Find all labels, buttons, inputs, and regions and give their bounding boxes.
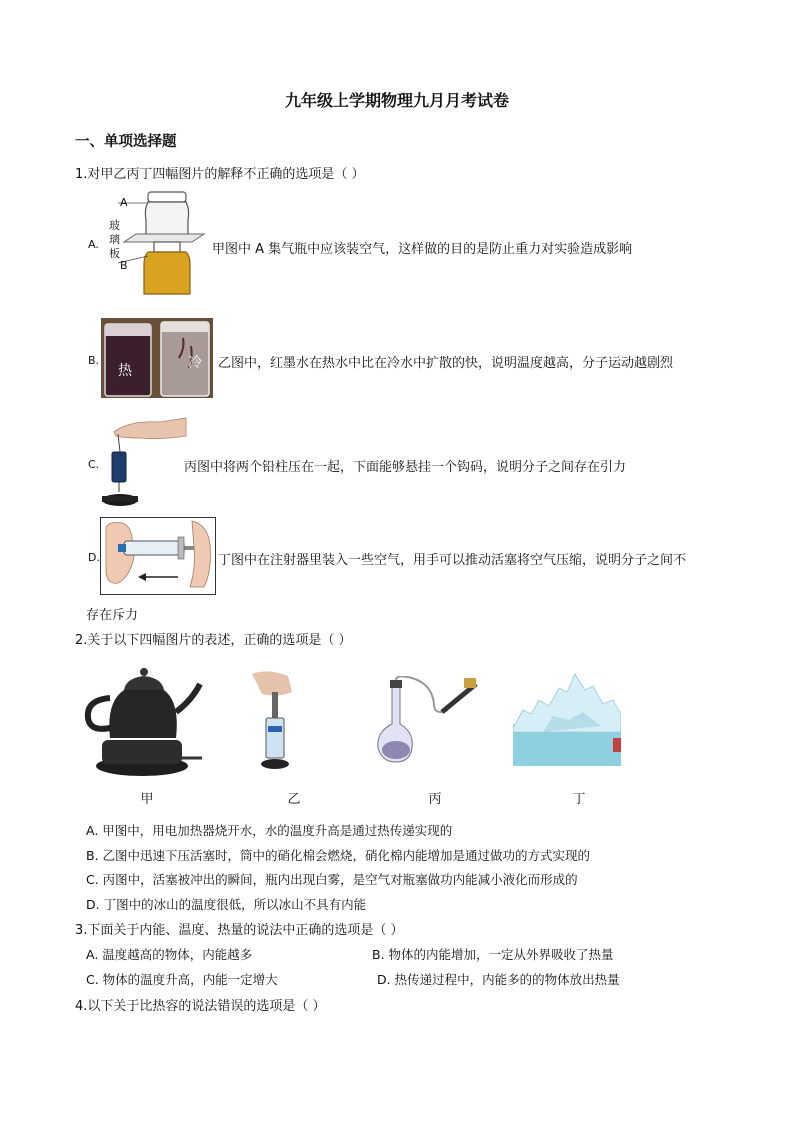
fig-a-label-glass-2: 璃 (109, 233, 120, 246)
q2-option-b: B. 乙图中迅速下压活塞时，筒中的硝化棉会燃烧，硝化棉内能增加是通过做功的方式实现的 (86, 848, 591, 863)
q2-caption-ding: 丁 (572, 792, 586, 807)
q2-option-c: C. 丙图中，活塞被冲出的瞬间，瓶内出现白雾，是空气对瓶塞做功内能减小液化而形成的 (86, 872, 578, 887)
fig-a-label-glass-3: 板 (109, 247, 120, 260)
q2-figure-iceberg (513, 670, 621, 766)
q2-figure-piston (248, 668, 308, 774)
q2-caption-jia: 甲 (140, 792, 154, 807)
q1-option-c-letter: C. (88, 458, 100, 471)
question-1-stem: 1.对甲乙丙丁四幅图片的解释不正确的选项是（ ） (75, 167, 365, 182)
section-heading: 一、单项选择题 (75, 134, 177, 150)
fig-a-label-glass-1: 玻 (109, 219, 120, 232)
fig-a-label-b: B (120, 259, 128, 272)
q2-figure-kettle (80, 662, 210, 780)
q1-option-d-text-cont: 存在斥力 (86, 608, 139, 623)
fig-a-label-a: A (120, 196, 128, 209)
q1-option-a-letter: A. (88, 238, 99, 251)
q1-option-a-text: 甲图中 A 集气瓶中应该装空气，这样做的目的是防止重力对实验造成影响 (212, 242, 633, 257)
q2-caption-yi: 乙 (287, 792, 301, 807)
page-title: 九年级上学期物理九月月考试卷 (284, 91, 509, 110)
q2-option-d: D. 丁图中的冰山的温度很低，所以冰山不具有内能 (86, 897, 367, 912)
q3-option-b: B. 物体的内能增加，一定从外界吸收了热量 (372, 947, 614, 962)
q1-option-b-text: 乙图中，红墨水在热水中比在冷水中扩散的快，说明温度越高，分子运动越剧烈 (218, 356, 674, 371)
q2-caption-bing: 丙 (428, 792, 442, 807)
q2-option-a: A. 甲图中，用电加热器烧开水，水的温度升高是通过热传递实现的 (86, 823, 453, 838)
q1-option-c-text: 丙图中将两个铅柱压在一起，下面能够悬挂一个钩码，说明分子之间存在引力 (184, 460, 627, 475)
fig-b-label-hot: 热 (118, 363, 132, 379)
q1-figure-d (100, 517, 216, 595)
fig-b-label-cold: 冷 (188, 355, 202, 371)
q3-option-a: A. 温度越高的物体，内能越多 (86, 947, 253, 962)
question-2-stem: 2.关于以下四幅图片的表述，正确的选项是（ ） (75, 633, 352, 648)
question-3-stem: 3.下面关于内能、温度、热量的说法中正确的选项是（ ） (75, 923, 404, 938)
q1-figure-c (100, 416, 188, 512)
q1-option-d-letter: D. (88, 551, 100, 564)
q2-figure-flask (372, 676, 482, 766)
q3-option-c: C. 物体的温度升高，内能一定增大 (86, 972, 278, 987)
q1-option-d-text: 丁图中在注射器里装入一些空气，用手可以推动活塞将空气压缩，说明分子之间不 (218, 553, 687, 568)
question-4-stem: 4.以下关于比热容的说法错误的选项是（ ） (75, 999, 326, 1014)
q1-option-b-letter: B. (88, 354, 100, 367)
q3-option-d: D. 热传递过程中，内能多的的物体放出热量 (377, 972, 620, 987)
